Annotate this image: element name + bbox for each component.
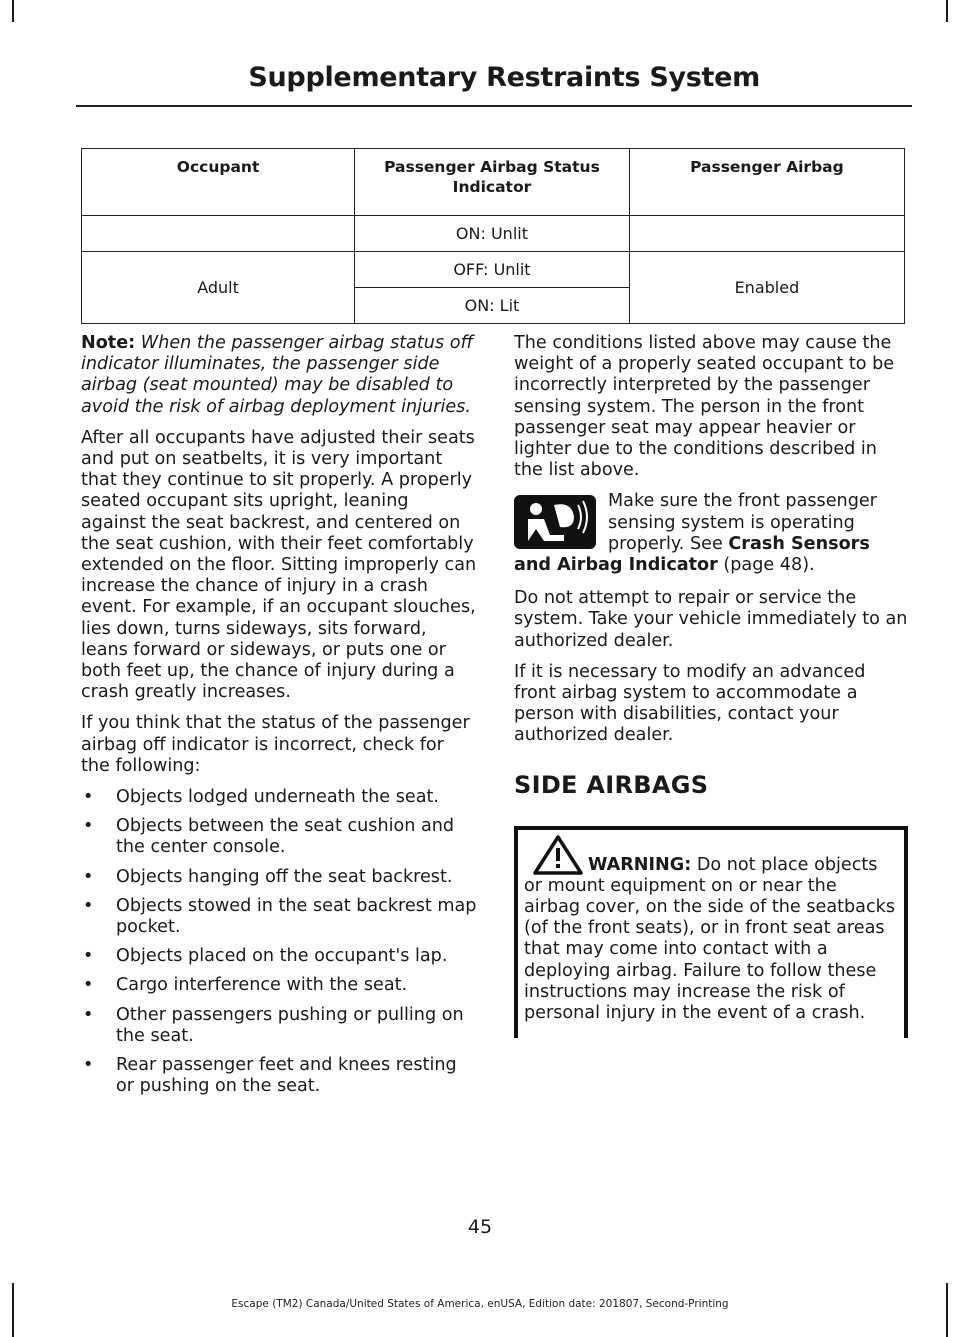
list-item-text: Objects hanging off the seat backrest. [116, 866, 453, 887]
bullet: • [83, 866, 94, 887]
airbag-status-table [81, 148, 905, 324]
note-paragraph [81, 333, 477, 418]
section-heading: SIDE AIRBAGS [514, 770, 709, 799]
list-item-text: Cargo interference with the seat. [116, 975, 408, 996]
list-item-text: Objects stowed in the seat backrest map pocket. [116, 895, 477, 938]
list-item [81, 1005, 477, 1047]
list-item-text: Objects lodged underneath the seat. [116, 787, 439, 808]
table-cell-empty [82, 216, 355, 252]
list-item [81, 975, 477, 996]
crop-mark-top-left [12, 0, 14, 22]
list-item [81, 946, 477, 967]
table-header-indicator-text: Passenger Airbag Status Indicator [384, 158, 600, 196]
table-cell-indicator: ON: Lit [355, 288, 630, 324]
table-header-indicator [355, 149, 630, 216]
icon-text: Make sure the front passenger sensing system is operating properly. See [608, 491, 877, 554]
title-rule [76, 105, 912, 107]
footer-text: Escape (TM2) Canada/United States of America, enUSA, Edition date: 201807, Second-Printing [231, 1298, 729, 1310]
table-row [82, 252, 905, 288]
crop-mark-bottom-right [946, 1283, 948, 1337]
table-header-occupant: Occupant [82, 149, 355, 216]
body-paragraph: After all occupants have adjusted their seats and put on seatbelts, it is very important that they continue to sit properly. A properly seated occupant sits upright, leaning against the seat backrest, and centered on the seat cushion, with their feet comfortably extended on the floor. Sitting improperly can increase the chance of injury in a crash event. For example, if an occupant slouches, lies down, turns sideways, sits forward, leans forward or sideways, or puts one or both feet up, the chance of injury during a crash greatly increases. [81, 427, 477, 703]
warning-text: Do not place objects or mount equipment on or near the airbag cover, on the side of the seatbacks (of the front seats), or in front seat areas that may come into contact with a deploying airbag. Failure to follow these instructions may increase the risk of personal injury in the event of a crash. [524, 854, 895, 1024]
note-text: When the passenger airbag status off indicator illuminates, the passenger side airbag (seat mounted) may be disabled to avoid the risk of airbag deployment injuries. [81, 333, 474, 417]
table-cell-airbag: Enabled [629, 252, 904, 324]
table-cell-indicator: OFF: Unlit [355, 252, 630, 288]
right-column [514, 333, 908, 1038]
list-item [81, 816, 477, 858]
warning-triangle-svg [532, 834, 584, 876]
crop-mark-bottom-left [12, 1283, 14, 1337]
body-paragraph: If you think that the status of the passenger airbag off indicator is incorrect, check for the following: [81, 713, 470, 776]
body-paragraph: The conditions listed above may cause the weight of a properly seated occupant to be incorrectly interpreted by the passenger sensing system. The person in the front passenger seat may appear heavier or lighter due to the conditions described in the list above. [514, 333, 895, 481]
page-number: 45 [467, 1216, 493, 1238]
table-cell-empty [629, 216, 904, 252]
table-header-airbag: Passenger Airbag [629, 149, 904, 216]
list-item-text: Objects between the seat cushion and the center console. [116, 816, 455, 858]
note-label: Note: [81, 333, 136, 353]
warning-box [514, 826, 908, 1038]
cross-reference-link[interactable]: Crash Sensors and Airbag Indicator [514, 533, 870, 576]
list-item-text: Other passengers pushing or pulling on the seat. [116, 1004, 464, 1046]
body-paragraph: If it is necessary to modify an advanced front airbag system to accommodate a person with disabilities, contact your authorized dealer. [514, 661, 866, 746]
left-column [81, 333, 477, 1106]
icon-paragraph [514, 491, 908, 576]
list-item [81, 787, 477, 808]
list-item-text: Rear passenger feet and knees resting or pushing on the seat. [116, 1055, 457, 1097]
bullet: • [83, 816, 94, 837]
list-item-text: Objects placed on the occupant's lap. [116, 946, 448, 967]
bullet: • [83, 787, 94, 808]
list-item [81, 1055, 477, 1097]
list-item [81, 867, 477, 888]
page-reference: (page 48). [717, 555, 815, 576]
check-list [81, 787, 477, 1097]
crop-mark-top-right [946, 0, 948, 22]
table-cell-indicator: ON: Unlit [355, 216, 630, 252]
bullet: • [83, 1055, 94, 1076]
table-header-row [82, 149, 905, 216]
body-paragraph: Do not attempt to repair or service the system. Take your vehicle immediately to an authorized dealer. [514, 588, 908, 651]
bullet: • [83, 946, 94, 967]
table-row [82, 216, 905, 252]
bullet: • [83, 895, 94, 916]
airbag-indicator-icon-svg [514, 495, 596, 549]
list-item [81, 896, 477, 938]
bullet: • [83, 975, 94, 996]
bullet: • [83, 1004, 94, 1025]
page-title: Supplementary Restraints System [248, 62, 760, 93]
table-cell-occupant: Adult [82, 252, 355, 324]
airbag-indicator-icon [514, 495, 596, 549]
warning-label: WARNING: [588, 854, 692, 875]
warning-triangle-icon [532, 834, 584, 876]
